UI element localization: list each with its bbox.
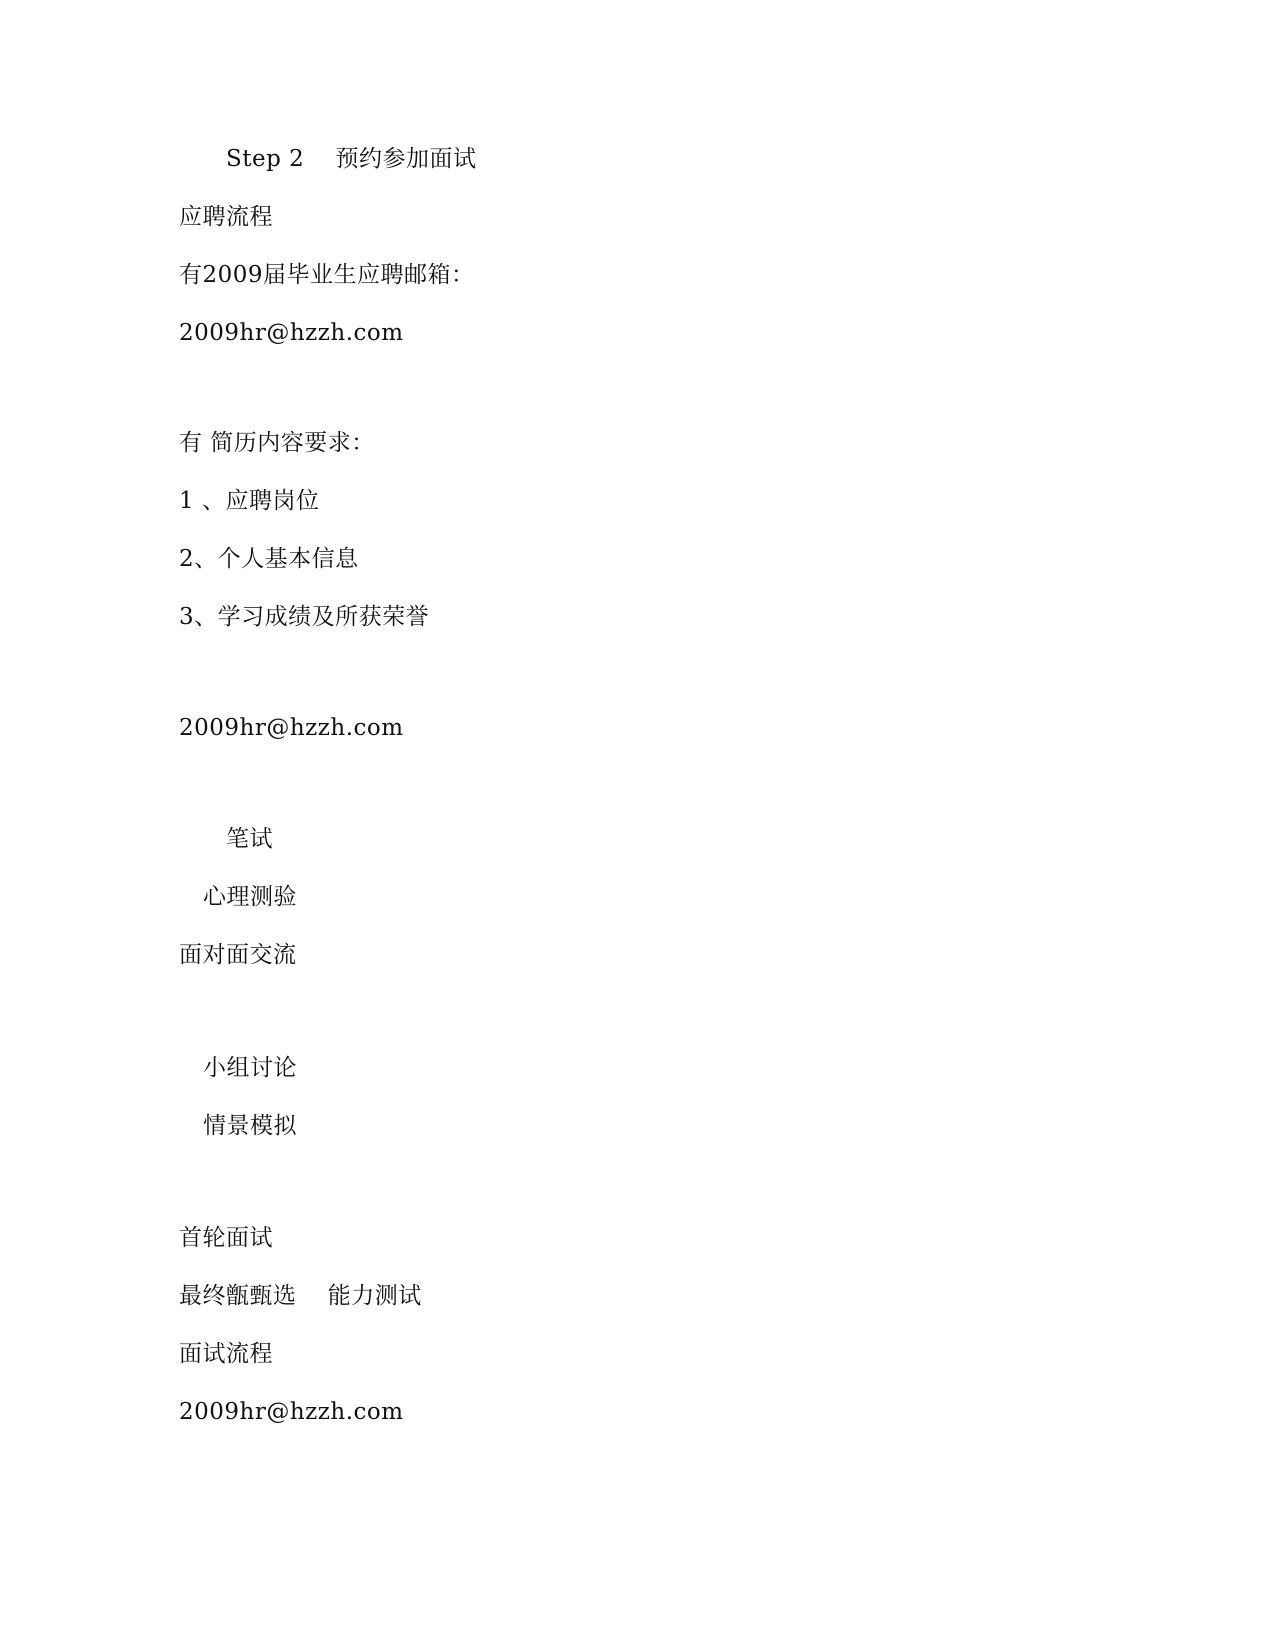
- face-to-face-label: 面对面交流: [179, 942, 297, 968]
- step-2-line: Step 2 预约参加面试: [226, 146, 477, 172]
- email-intro-text: 有2009届毕业生应聘邮箱：: [179, 262, 475, 288]
- apply-process-heading: 应聘流程: [179, 204, 273, 230]
- email-address-2: 2009hr@hzzh.com: [179, 715, 404, 741]
- requirement-item-2: 2、个人基本信息: [179, 546, 359, 572]
- interview-process-heading: 面试流程: [179, 1341, 273, 1367]
- final-selection-label: 最终甑甄选 能力测试: [179, 1283, 422, 1309]
- email-address-1: 2009hr@hzzh.com: [179, 320, 404, 346]
- psych-test-label: 心理测验: [203, 884, 297, 910]
- written-test-label: 笔试: [226, 826, 273, 852]
- email-address-3: 2009hr@hzzh.com: [179, 1399, 404, 1425]
- requirement-item-1: 1 、应聘岗位: [179, 488, 320, 514]
- first-round-label: 首轮面试: [179, 1225, 273, 1251]
- resume-requirements-heading: 有 简历内容要求：: [179, 430, 375, 456]
- group-discussion-label: 小组讨论: [203, 1055, 297, 1081]
- requirement-item-3: 3、学习成绩及所获荣誉: [179, 604, 430, 630]
- scenario-simulation-label: 情景模拟: [203, 1113, 297, 1139]
